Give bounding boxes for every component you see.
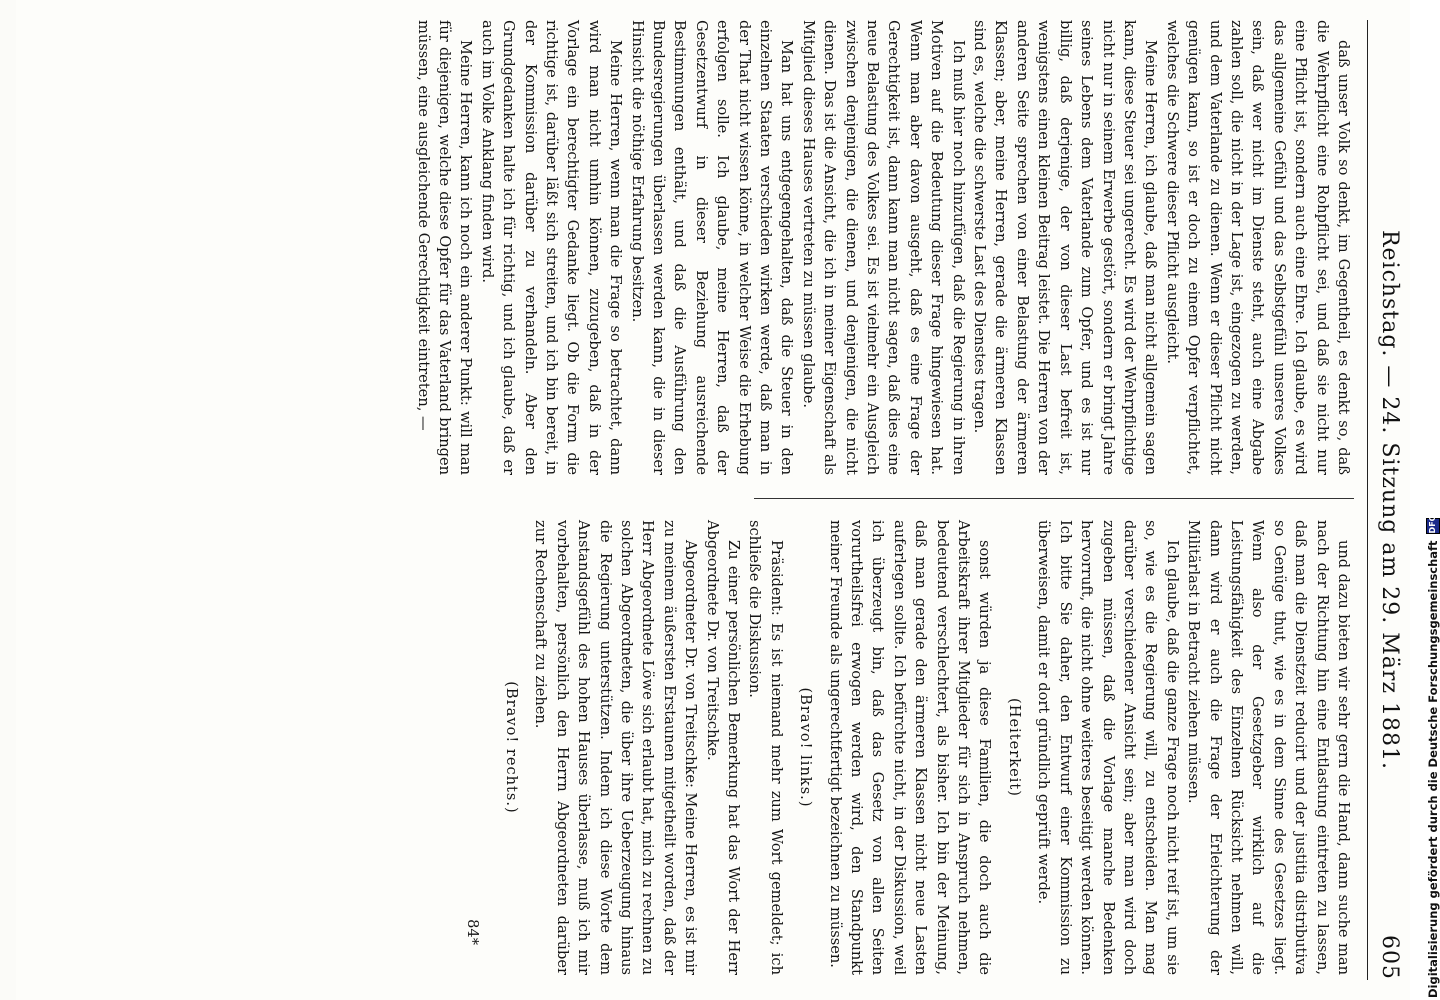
left-paragraph-2: Meine Herren, ich glaube, daß man nicht allgemein sagen kann, diese Steuer sei ungerecht. Es wird der Wehrpflichtige nicht nur in seinem Erwerbe gestört, sondern er bringt Jahre seines Lebens dem Vaterlande zum Opfer, und es ist nur billig, daß derjenige, der von dieser Last befreit ist, wenigstens einen kleinen Beitrag leistet. Die Herren von der anderen Seite sprechen von einer Belastung der ärmeren Klassen; aber, meine Herren, gerade die ärmeren Klassen sind es, welche die schwerste Last des Dienstes tragen.: [971, 20, 1160, 475]
rotated-printed-page: [16, 0, 1416, 1000]
personal-remark-announcement: Zu einer persönlichen Bemerkung hat das Wort der Herr Abgeordnete Dr. von Treitschke.: [703, 520, 743, 975]
attribution-text-container: [1426, 514, 1440, 998]
attribution-text: Digitalisierung gefördert durch die Deutsche Forschungsgemeinschaft: [1426, 540, 1440, 998]
right-paragraph-3: sonst würden ja diese Familien, die doch auch die Arbeitskraft ihrer Mitglieder für sich in Anspruch nehmen, bedeutend verschlechtert, als bisher. Ich bin der Meinung, daß man gerade den ärmeren Klassen nicht neue Lasten auferlegen sollte. Ich befürchte nicht, in der Diskussion, weil ich überzeugt bin, daß das Gesetz von allen Seiten vorurtheilsfrei erwogen werden wird, den Standpunkt meiner Freunde als ungerechtfertigt bezeichnen zu müssen.: [826, 520, 994, 975]
right-column: [34, 520, 1354, 975]
page-number: 605: [1377, 935, 1403, 980]
president-statement: Präsident: Es ist niemand mehr zum Wort gemeldet; ich schließe die Diskussion.: [746, 520, 785, 975]
column-divider: [754, 498, 1354, 499]
left-paragraph-5: Meine Herren, wenn man die Frage so betrachtet, dann wird man nicht umhin können, zuzugeben, daß in der Vorlage ein berechtigter Gedanke liegt. Ob die Form die richtige ist, darüber läßt sich streiten, und ich bin bereit, in der Kommission darüber zu verhandeln. Aber den Grundgedanken halte ich für richtig, und ich glaube, daß er auch im Volke Anklang finden wird.: [478, 20, 625, 475]
left-paragraph-4: Man hat uns entgegengehalten, daß die Steuer in den einzelnen Staaten verschieden wirken werde, daß man in der That nicht wissen könne, in welcher Weise die Erhebung erfolgen solle. Ich glaube, meine Herren, daß der Gesetzentwurf in dieser Beziehung ausreichende Bestimmungen enthält, und daß die Ausführung den Bundesregierungen überlassen werden kann, die in dieser Hinsicht die nöthige Erfahrung besitzen.: [628, 20, 796, 475]
page-header: [1370, 20, 1410, 980]
signature-mark: 84*: [463, 919, 481, 945]
stage-direction-bravo-left: (Bravo! links.): [797, 687, 815, 808]
page-title: Reichstag. — 24. Sitzung am 29. März 1881.: [1377, 229, 1403, 771]
header-rule: [1367, 20, 1368, 980]
right-paragraph-2: Ich glaube, daß die ganze Frage noch nicht reif ist, um sie so, wie es die Regierung will, zu entscheiden. Man mag darüber verschiedener Ansicht sein; aber man wird doch zugeben müssen, daß die Vorlage manche Bedenken hervorruft, die nicht ohne weiteres beseitigt werden können. Ich bitte Sie daher, den Entwurf einer Kommission zu überweisen, damit er dort gründlich geprüft werde.: [1035, 520, 1181, 975]
attribution-strip: [1410, 0, 1440, 1000]
dfg-logo-icon: DFG: [1426, 518, 1440, 534]
treitschke-statement: Abgeordneter Dr. von Treitschke: Meine Herren, es ist mir zu meinem äußersten Erstaunen mitgetheilt worden, daß der Herr Abgeordnete Löwe sich erlaubt hat, mich zu rechnen zu solchen Abgeordneten, die über ihre Ueberzeugung hinaus die Regierung unterstützen. Indem ich diese Worte dem Anstandsgefühl des hohen Hauses überlasse, muß ich mir vorbehalten, persönlich den Herrn Abgeordneten darüber zur Rechenschaft zu ziehen.: [532, 520, 700, 975]
left-paragraph-6: Meine Herren, kann ich noch ein anderer Punkt: will man für diejenigen, welche diese Opfer für das Vaterland bringen müssen, eine ausgleichende Gerechtigkeit eintreten, —: [414, 20, 475, 475]
stage-direction-bravo-right: (Bravo! rechts.): [502, 681, 520, 814]
left-paragraph-3: Ich muß hier noch hinzufügen, daß die Regierung in ihren Motiven auf die Bedeutung dieser Frage hingewiesen hat. Wenn man aber davon ausgeht, daß es eine Frage der Gerechtigkeit ist, dann kann man nicht sagen, daß dies eine neue Belastung des Volkes sei. Es ist vielmehr ein Ausgleich zwischen denjenigen, die dienen, und denjenigen, die nicht dienen. Das ist die Ansicht, die ich in meiner Eigenschaft als Mitglied dieses Hauses vertreten zu müssen glaube.: [799, 20, 967, 475]
left-paragraph-1: daß unser Volk so denkt, im Gegentheil, es denkt so, daß die Wehrpflicht eine Rohpflicht sei, und daß sie nicht nur eine Pflicht ist, sondern auch eine Ehre. Ich glaube, es wird das allgemeine Gefühl und das Selbstgefühl unseres Volkes sein, daß wer nicht im Dienste steht, auch eine Abgabe zahlen soll, die nicht in der Lage ist, eingezogen zu werden, und dem Vaterlande zu dienen. Wenn er dieser Pflicht nicht genügen kann, so ist er doch zu einem Opfer verpflichtet, welches die Schwere dieser Pflicht ausgleicht.: [1163, 20, 1352, 475]
stage-direction-laughter: (Heiterkeit): [1005, 698, 1023, 797]
left-column: [34, 20, 1354, 475]
right-paragraph-1: und dazu bieten wir sehr gern die Hand, dann suche man nach der Richtung hin eine Entlastung eintreten zu lassen, daß man die Dienstzeit reducirt und der justitia distributiva so Genüge thut, wie es in dem Sinne des Gesetzes liegt. Wenn also der Gesetzgeber wirklich auf die Leistungsfähigkeit des Einzelnen Rücksicht nehmen will, dann wird er auch die Frage der Erleichterung der Militärlast in Betracht ziehen müssen.: [1185, 520, 1352, 975]
